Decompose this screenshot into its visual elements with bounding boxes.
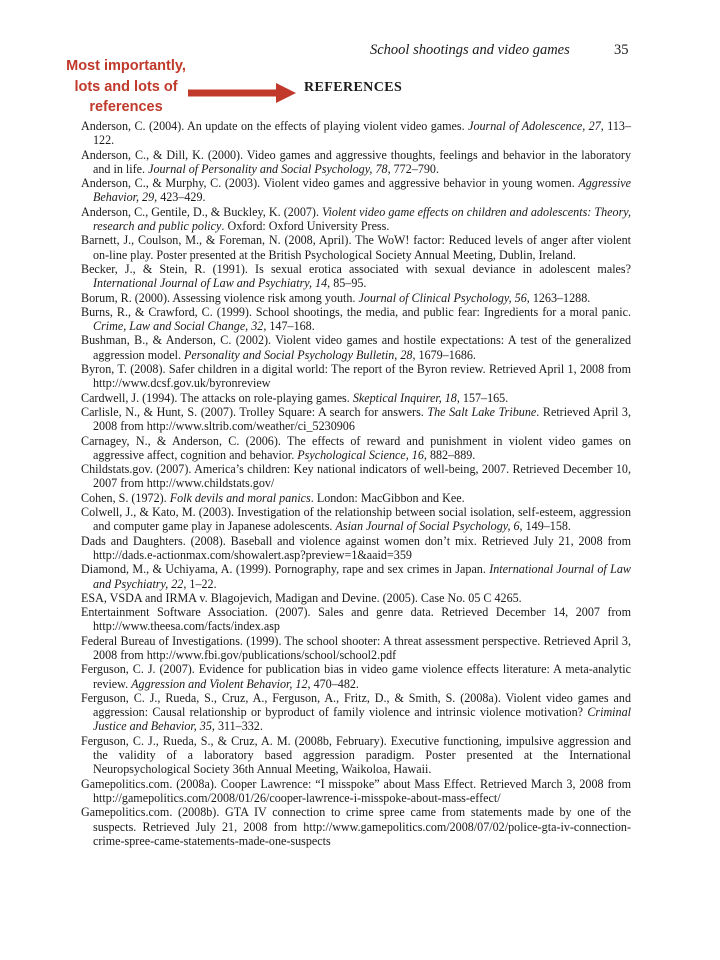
reference-entry (81, 262, 631, 291)
reference-entry (81, 534, 631, 563)
reference-text: Becker, J., & Stein, R. (1991). Is sexual erotica associated with sexual deviance in adolescent males? (81, 261, 631, 276)
reference-entry (81, 591, 631, 605)
reference-source: Criminal Justice and Behavior, 35 (93, 705, 631, 734)
reference-source: Personality and Social Psychology Bulletin, 28 (184, 347, 413, 362)
reference-source: International Journal of Law and Psychiatry, 22 (93, 562, 631, 591)
reference-entry (81, 391, 631, 405)
reference-entry (81, 333, 631, 362)
reference-text: Anderson, C., & Murphy, C. (2003). Violent video games and aggressive behavior in young women. (81, 176, 579, 191)
reference-text: Ferguson, C. J., Rueda, S., & Cruz, A. M. (2008b, February). Executive functioning, impulsive aggression and the validity of a laboratory based aggression paradigm. Poster presented at the International Neuropsychological Society 36th Annual Meeting, Waikoloa, Hawaii. (81, 733, 631, 777)
reference-entry (81, 634, 631, 663)
reference-source: Crime, Law and Social Change, 32 (93, 319, 264, 334)
reference-pages: , 149–158. (519, 519, 571, 534)
page-number: 35 (614, 42, 629, 58)
reference-source: Violent video game effects on children and adolescents: Theory, research and public policy (93, 204, 631, 234)
reference-source: Asian Journal of Social Psychology, 6 (335, 519, 520, 534)
reference-entry (81, 491, 631, 505)
right-arrow-icon (188, 83, 296, 103)
reference-text: Bushman, B., & Anderson, C. (2002). Violent video games and hostile expectations: A test of the generalized aggression model. (81, 333, 631, 362)
reference-entry (81, 148, 631, 177)
reference-pages: , 882–889. (423, 447, 476, 462)
reference-entry (81, 462, 631, 491)
reference-text: Federal Bureau of Investigations. (1999). The school shooter: A threat assessment perspective. Retrieved April 3, 2008 from http://www.fbi.gov/publications/school/school2.pdf (81, 633, 631, 662)
reference-entry (81, 362, 631, 391)
reference-entry (81, 119, 631, 148)
reference-pages: , 311–332. (211, 719, 263, 734)
reference-text: Barnett, J., Coulson, M., & Foreman, N. (2008, April). The WoW! factor: Reduced levels of anger after violent on-line play. Poster presented at the British Psychological Society Annual Meeting, Dublin, Ireland. (81, 233, 631, 262)
running-head: School shootings and video games (370, 42, 570, 58)
reference-list (81, 119, 631, 848)
reference-text: Byron, T. (2008). Safer children in a digital world: The report of the Byron review. Retrieved April 1, 2008 from http://www.dcsf.gov.uk/byronreview (81, 362, 631, 391)
annotation-note: Most importantly, lots and lots of references (66, 58, 186, 115)
reference-text: Dads and Daughters. (2008). Baseball and violence against women don’t mix. Retrieved July 21, 2008 from http://dads.e-actionmax.com/showalert.asp?preview=1&aaid=359 (81, 533, 631, 562)
reference-source: Journal of Personality and Social Psychology, 78 (148, 161, 388, 176)
reference-pages: , 1263–1288. (526, 290, 591, 305)
reference-text: Cohen, S. (1972). (81, 490, 170, 505)
reference-entry (81, 805, 631, 848)
reference-text: Anderson, C., Gentile, D., & Buckley, K. (2007). (81, 204, 323, 219)
reference-entry (81, 662, 631, 691)
reference-entry (81, 233, 631, 262)
reference-pages: , 113–122. (93, 119, 631, 148)
reference-source: The Salt Lake Tribune (427, 404, 537, 419)
reference-pages: , 1–22. (183, 576, 217, 591)
reference-pages: , 157–165. (456, 390, 509, 405)
reference-pages: , 85–95. (327, 276, 367, 291)
reference-entry (81, 605, 631, 634)
reference-entry (81, 505, 631, 534)
reference-pages: , 423–429. (154, 190, 206, 205)
reference-text: Entertainment Software Association. (2007). Sales and genre data. Retrieved December 14, 2007 from http://www.theesa.com/facts/index.asp (81, 605, 631, 634)
reference-text: Carlisle, N., & Hunt, S. (2007). Trolley Square: A search for answers. (81, 404, 428, 419)
reference-text: Ferguson, C. J. (2007). Evidence for publication bias in video game violence effects literature: A meta-analytic review. (81, 662, 631, 691)
reference-source: Journal of Clinical Psychology, 56 (358, 290, 527, 305)
reference-text: Anderson, C. (2004). An update on the effects of playing violent video games. (81, 119, 469, 133)
reference-text: Burns, R., & Crawford, C. (1999). School shootings, the media, and public fear: Ingredients for a moral panic. (81, 304, 631, 319)
reference-text: Diamond, M., & Uchiyama, A. (1999). Pornography, rape and sex crimes in Japan. (81, 562, 490, 577)
reference-source: International Journal of Law and Psychiatry, 14 (93, 276, 328, 291)
reference-source: Aggressive Behavior, 29 (93, 176, 631, 205)
reference-entry (81, 691, 631, 734)
reference-text: Carnagey, N., & Anderson, C. (2006). The effects of reward and punishment in violent video games on aggressive affect, cognition and behavior. (81, 433, 631, 462)
reference-source: Folk devils and moral panics (169, 490, 311, 505)
reference-pages: . Oxford: Oxford University Press. (221, 219, 390, 234)
reference-pages: . Retrieved April 3, 2008 from http://www.sltrib.com/weather/ci_5230906 (93, 404, 631, 434)
reference-entry (81, 405, 631, 434)
reference-entry (81, 205, 631, 234)
reference-source: Journal of Adolescence, 27 (468, 119, 601, 133)
reference-entry (81, 291, 631, 305)
reference-text: Gamepolitics.com. (2008b). GTA IV connection to crime spree came from statements made by one of the suspects. Retrieved July 21, 2008 from http://www.gamepolitics.com/2008/07/02/police-gta-iv-connection-crime-spree-came-statements-made-one-suspects (81, 805, 631, 848)
reference-text: Cardwell, J. (1994). The attacks on role-playing games. (81, 390, 353, 405)
reference-entry (81, 434, 631, 463)
reference-entry (81, 305, 631, 334)
reference-text: Gamepolitics.com. (2008a). Cooper Lawrence: “I misspoke” about Mass Effect. Retrieved March 3, 2008 from http://gamepolitics.com/2008/01/26/cooper-lawrence-i-misspoke-about-mass-effect/ (81, 776, 631, 805)
reference-pages: . London: MacGibbon and Kee. (310, 490, 465, 505)
reference-pages: , 1679–1686. (412, 347, 476, 362)
reference-entry (81, 176, 631, 205)
reference-pages: , 470–482. (307, 676, 359, 691)
reference-text: ESA, VSDA and IRMA v. Blagojevich, Madigan and Devine. (2005). Case No. 05 C 4265. (81, 590, 522, 605)
reference-entry (81, 777, 631, 806)
reference-text: Anderson, C., & Dill, K. (2000). Video games and aggressive thoughts, feelings and behavior in the laboratory and in life. (81, 147, 631, 176)
reference-entry (81, 562, 631, 591)
reference-source: Psychological Science, 16 (297, 447, 424, 462)
reference-text: Colwell, J., & Kato, M. (2003). Investigation of the relationship between social isolation, self-esteem, aggression and computer game play in Japanese adolescents. (81, 505, 631, 534)
reference-text: Ferguson, C. J., Rueda, S., Cruz, A., Ferguson, A., Fritz, D., & Smith, S. (2008a). Violent video games and aggression: Causal relationship or byproduct of family violence and intrinsic violence motivation? (81, 690, 631, 720)
reference-pages: , 147–168. (263, 319, 315, 334)
reference-source: Skeptical Inquirer, 18 (352, 390, 457, 405)
reference-entry (81, 734, 631, 777)
reference-text: Childstats.gov. (2007). America’s children: Key national indicators of well-being, 2007. Retrieved December 10, 2007 from http://www.childstats.gov/ (81, 462, 631, 491)
reference-text: Borum, R. (2000). Assessing violence risk among youth. (81, 290, 359, 305)
reference-pages: , 772–790. (387, 161, 439, 176)
reference-source: Aggression and Violent Behavior, 12 (131, 676, 308, 691)
section-title: REFERENCES (304, 80, 403, 95)
